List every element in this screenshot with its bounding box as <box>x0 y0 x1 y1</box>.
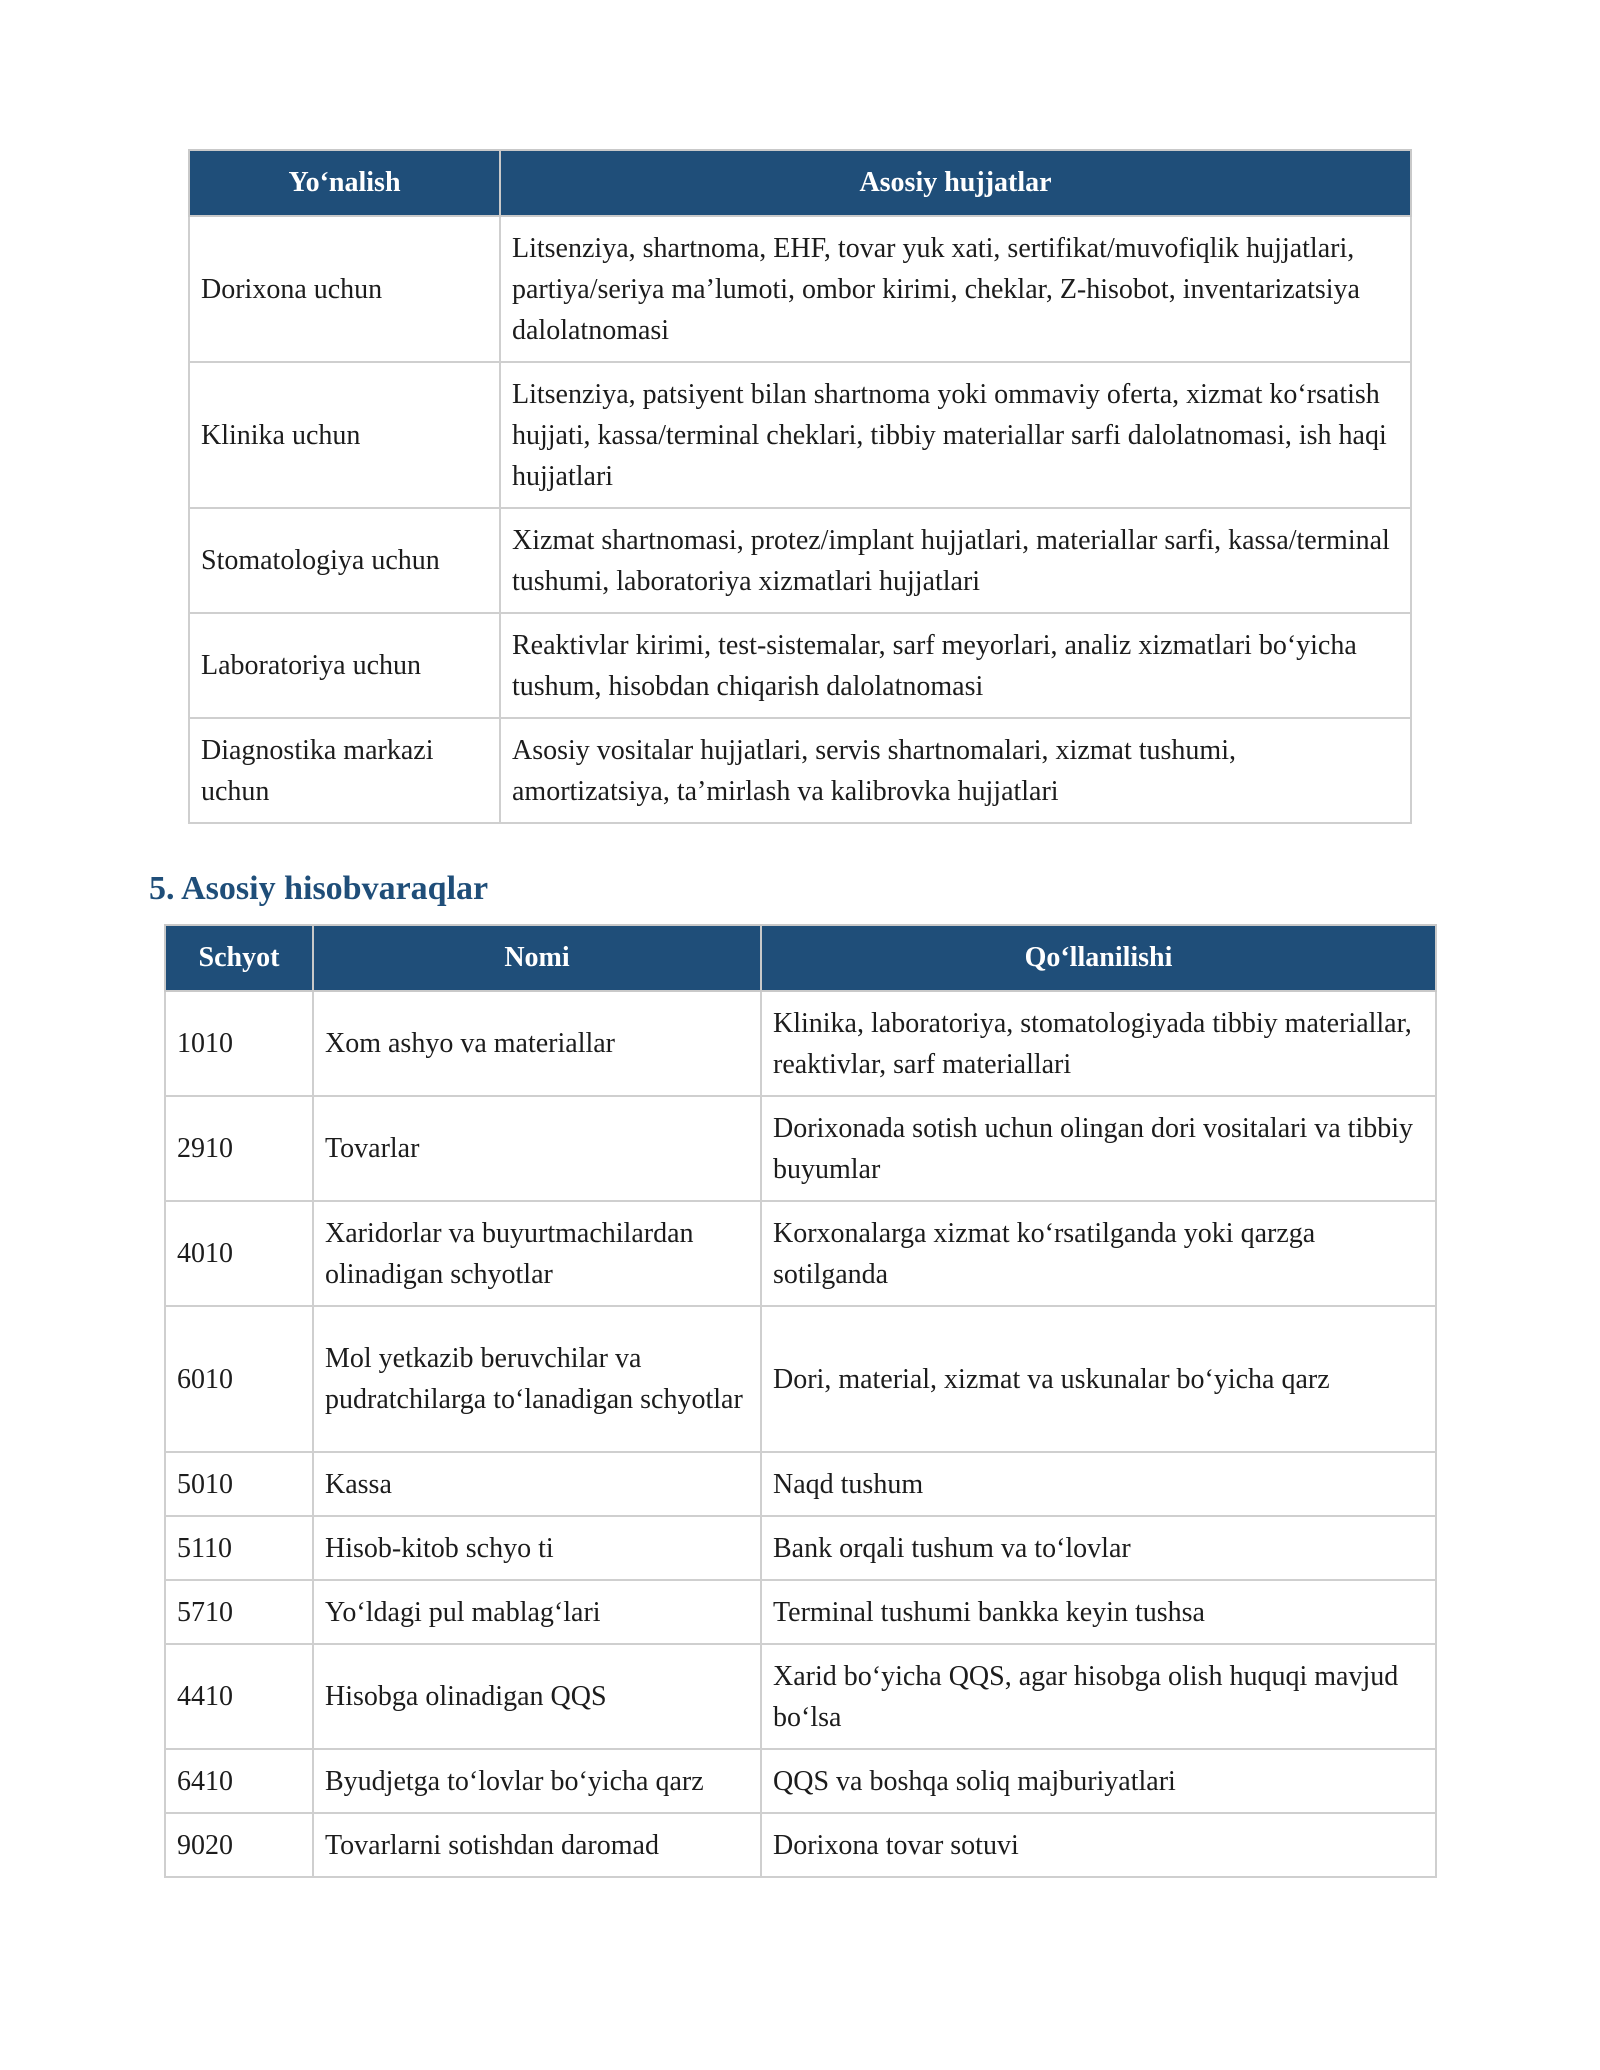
section-heading: 5. Asosiy hisobvaraqlar <box>149 870 489 907</box>
cell-usage: Dorixona tovar sotuvi <box>761 1813 1436 1877</box>
cell-usage: Klinika, laboratoriya, stomatologiyada tibbiy materiallar, reaktivlar, sarf materiallari <box>761 991 1436 1096</box>
cell-documents: Litsenziya, patsiyent bilan shartnoma yoki ommaviy oferta, xizmat ko‘rsatish hujjati, kassa/terminal cheklari, tibbiy materiallar sarfi dalolatnomasi, ish haqi hujjatlari <box>500 362 1411 508</box>
cell-account: 5110 <box>165 1516 313 1580</box>
cell-name: Hisob-kitob schyo ti <box>313 1516 761 1580</box>
cell-name: Tovarlar <box>313 1096 761 1201</box>
cell-direction: Stomatologiya uchun <box>189 508 500 613</box>
table-row <box>189 718 1411 823</box>
cell-direction: Laboratoriya uchun <box>189 613 500 718</box>
cell-documents: Litsenziya, shartnoma, EHF, tovar yuk xati, sertifikat/muvofiqlik hujjatlari, partiya/seriya ma’lumoti, ombor kirimi, cheklar, Z-hisobot, inventarizatsiya dalolatnomasi <box>500 216 1411 362</box>
table-header-row <box>189 150 1411 216</box>
table-row <box>165 991 1436 1096</box>
cell-account: 1010 <box>165 991 313 1096</box>
cell-direction: Klinika uchun <box>189 362 500 508</box>
table-row <box>189 362 1411 508</box>
cell-account: 9020 <box>165 1813 313 1877</box>
documents-table <box>188 149 1412 824</box>
cell-account: 5010 <box>165 1452 313 1516</box>
cell-documents: Xizmat shartnomasi, protez/implant hujjatlari, materiallar sarfi, kassa/terminal tushumi, laboratoriya xizmatlari hujjatlari <box>500 508 1411 613</box>
table-row <box>165 1516 1436 1580</box>
cell-account: 4410 <box>165 1644 313 1749</box>
column-header-account: Schyot <box>165 925 313 991</box>
cell-account: 2910 <box>165 1096 313 1201</box>
cell-usage: Bank orqali tushum va to‘lovlar <box>761 1516 1436 1580</box>
cell-direction: Dorixona uchun <box>189 216 500 362</box>
cell-usage: QQS va boshqa soliq majburiyatlari <box>761 1749 1436 1813</box>
table-row <box>165 1201 1436 1306</box>
table-row <box>165 1306 1436 1452</box>
cell-name: Hisobga olinadigan QQS <box>313 1644 761 1749</box>
cell-direction: Diagnostika markazi uchun <box>189 718 500 823</box>
table-row <box>165 1749 1436 1813</box>
accounts-table <box>164 924 1437 1878</box>
table-row <box>165 1580 1436 1644</box>
column-header-documents: Asosiy hujjatlar <box>500 150 1411 216</box>
table-row <box>165 1096 1436 1201</box>
cell-usage: Dori, material, xizmat va uskunalar bo‘yicha qarz <box>761 1306 1436 1452</box>
cell-account: 6010 <box>165 1306 313 1452</box>
table-row <box>165 1644 1436 1749</box>
cell-name: Byudjetga to‘lovlar bo‘yicha qarz <box>313 1749 761 1813</box>
column-header-usage: Qo‘llanilishi <box>761 925 1436 991</box>
table-header-row <box>165 925 1436 991</box>
cell-name: Tovarlarni sotishdan daromad <box>313 1813 761 1877</box>
table-row <box>165 1813 1436 1877</box>
cell-usage: Xarid bo‘yicha QQS, agar hisobga olish huquqi mavjud bo‘lsa <box>761 1644 1436 1749</box>
cell-name: Kassa <box>313 1452 761 1516</box>
cell-usage: Korxonalarga xizmat ko‘rsatilganda yoki qarzga sotilganda <box>761 1201 1436 1306</box>
cell-documents: Asosiy vositalar hujjatlari, servis shartnomalari, xizmat tushumi, amortizatsiya, ta’mirlash va kalibrovka hujjatlari <box>500 718 1411 823</box>
table-row <box>189 613 1411 718</box>
cell-usage: Dorixonada sotish uchun olingan dori vositalari va tibbiy buyumlar <box>761 1096 1436 1201</box>
column-header-name: Nomi <box>313 925 761 991</box>
column-header-direction: Yo‘nalish <box>189 150 500 216</box>
cell-account: 5710 <box>165 1580 313 1644</box>
cell-name: Xaridorlar va buyurtmachilardan olinadigan schyotlar <box>313 1201 761 1306</box>
cell-documents: Reaktivlar kirimi, test-sistemalar, sarf meyorlari, analiz xizmatlari bo‘yicha tushum, hisobdan chiqarish dalolatnomasi <box>500 613 1411 718</box>
table-row <box>189 508 1411 613</box>
cell-account: 6410 <box>165 1749 313 1813</box>
table-row <box>165 1452 1436 1516</box>
cell-usage: Naqd tushum <box>761 1452 1436 1516</box>
cell-name: Mol yetkazib beruvchilar va pudratchilarga to‘lanadigan schyotlar <box>313 1306 761 1452</box>
cell-name: Yo‘ldagi pul mablag‘lari <box>313 1580 761 1644</box>
cell-usage: Terminal tushumi bankka keyin tushsa <box>761 1580 1436 1644</box>
cell-account: 4010 <box>165 1201 313 1306</box>
cell-name: Xom ashyo va materiallar <box>313 991 761 1096</box>
table-row <box>189 216 1411 362</box>
